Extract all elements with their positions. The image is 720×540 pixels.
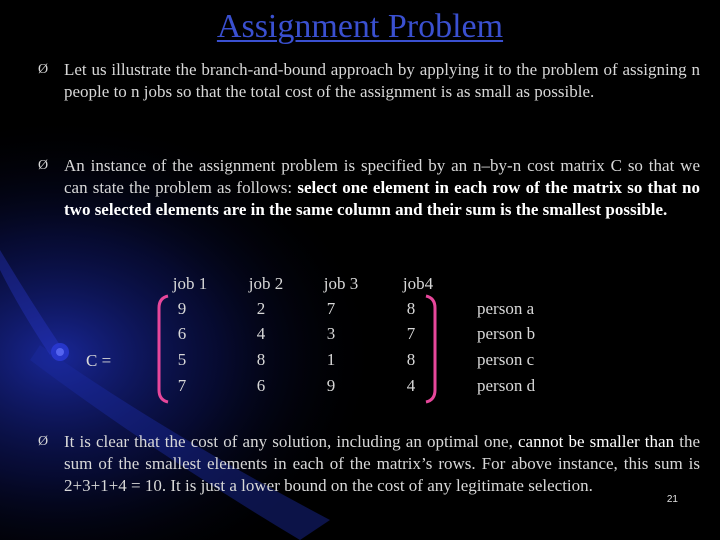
matrix-cell: 4 <box>256 324 266 343</box>
matrix-cell: 6 <box>177 324 187 343</box>
person-label: person d <box>477 376 536 395</box>
matrix-cell: 7 <box>177 376 187 395</box>
matrix-header: job4 <box>402 274 434 293</box>
matrix-cell: 7 <box>326 299 336 318</box>
bullet-icon: Ø <box>38 158 49 173</box>
page-number: 21 <box>666 494 678 505</box>
matrix-cell: 8 <box>406 299 416 318</box>
bullet-3-part-c: the sum of the smallest elements in each of the matrix’s rows. For above instance, this sum is 2+3+1+4 = 10. It is just a lower bound on the cost of any legitimate selection. <box>64 432 700 495</box>
matrix-cell: 1 <box>326 350 336 369</box>
bullet-2-text <box>64 155 700 221</box>
bullet-3-emphasis: cannot be smaller than <box>517 432 675 451</box>
person-label: person b <box>477 324 536 343</box>
slide-title: Assignment Problem <box>216 8 504 45</box>
matrix-cell: 9 <box>177 299 187 318</box>
bullet-icon: Ø <box>38 62 49 77</box>
bullet-1-text: Let us illustrate the branch-and-bound approach by applying it to the problem of assigning n people to n jobs so that the total cost of the assignment is as small as possible. <box>64 60 700 101</box>
matrix-header: job 3 <box>323 274 359 293</box>
bullet-3-part-a: It is clear that the cost of any solution, including an optimal one, <box>64 432 518 451</box>
bullet-2-plain: An instance of the assignment problem is specified by an n–by-n cost matrix C so that we can state the problem as follows: <box>64 156 700 197</box>
bullet-3-text <box>64 431 700 497</box>
matrix-cell: 3 <box>326 324 336 343</box>
matrix-cell: 9 <box>326 376 336 395</box>
matrix-cell: 6 <box>256 376 266 395</box>
matrix-cell: 7 <box>406 324 416 343</box>
matrix-label: C = <box>86 351 112 370</box>
person-label: person c <box>477 350 535 369</box>
bullet-icon: Ø <box>38 434 49 449</box>
matrix-header: job 1 <box>172 274 208 293</box>
matrix-cell: 5 <box>177 350 187 369</box>
matrix-cell: 2 <box>256 299 266 318</box>
matrix-header: job 2 <box>248 274 284 293</box>
person-label: person a <box>477 299 535 318</box>
matrix-cell: 4 <box>406 376 416 395</box>
bullet-2-bold: select one element in each row of the matrix so that no two selected elements are in the same column and their sum is the smallest possible. <box>64 178 700 219</box>
matrix-cell: 8 <box>406 350 416 369</box>
matrix-cell: 8 <box>256 350 266 369</box>
